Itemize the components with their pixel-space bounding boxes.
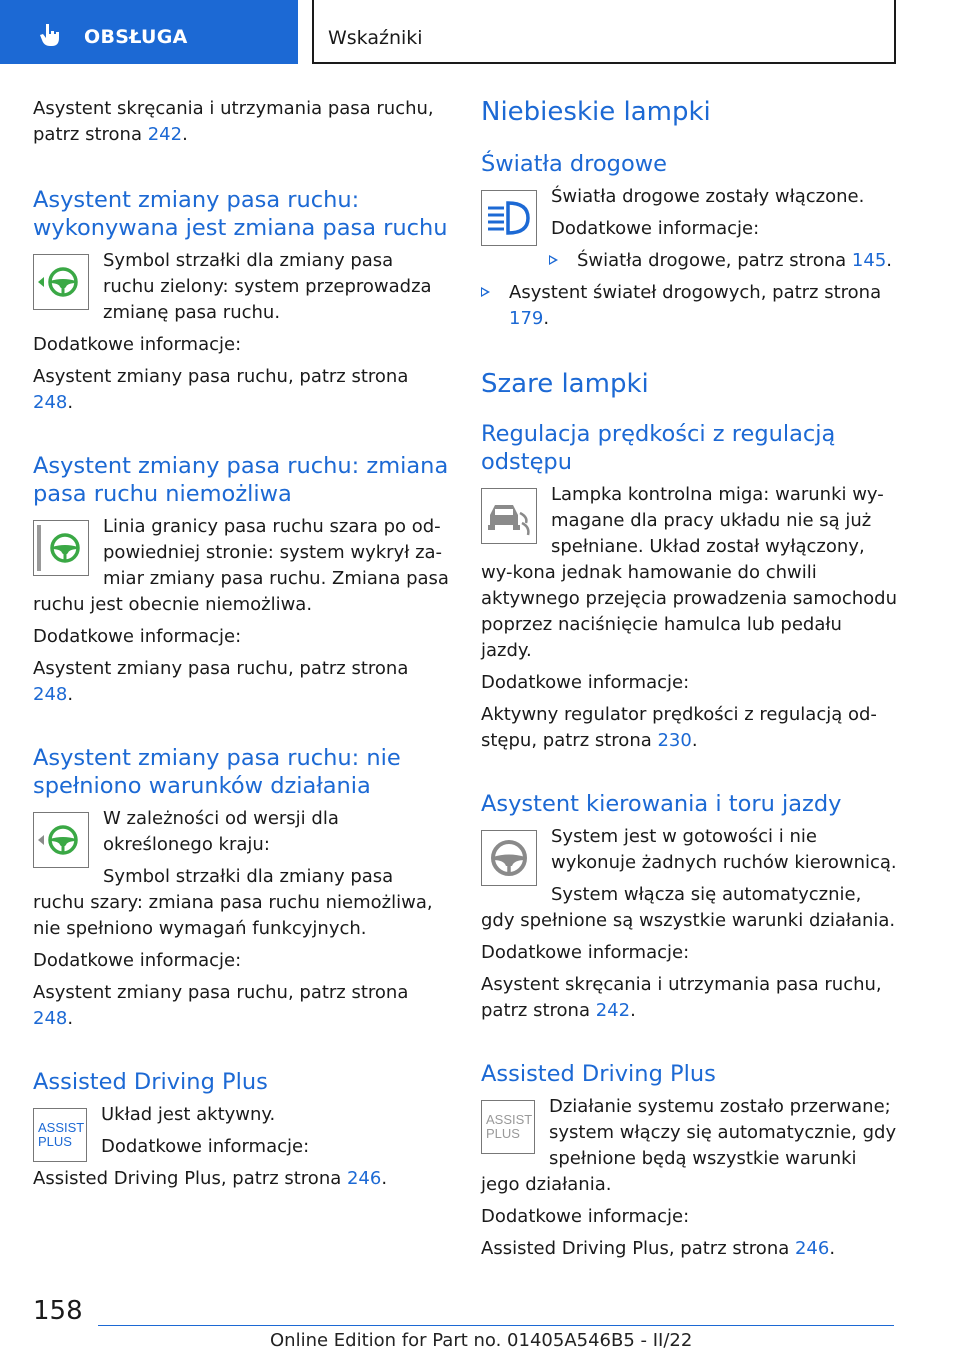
bullet-item: Asystent świateł drogowych, patrz strona 179. [481, 280, 897, 332]
page-link[interactable]: 230 [657, 730, 692, 751]
reference: Asystent zmiany pasa ruchu, patrz strona 248. [33, 366, 409, 413]
section-heading: Assisted Driving Plus [481, 1061, 716, 1087]
intro-paragraph: Asystent skręcania i utrzymania pasa ruchu, patrz strona 242. [33, 98, 434, 145]
reference: Asystent zmiany pasa ruchu, patrz strona 248. [33, 982, 409, 1029]
page-link[interactable]: 248 [33, 684, 68, 705]
page-link[interactable]: 246 [346, 1168, 382, 1189]
more-info-label: Dodatkowe informacje: [33, 626, 242, 647]
reference: Assisted Driving Plus, patrz strona 246. [33, 1168, 388, 1189]
section-tab [0, 0, 298, 64]
reference: Assisted Driving Plus, patrz strona 246. [481, 1238, 836, 1259]
page-link[interactable]: 179 [509, 308, 544, 329]
description: Symbol strzałki dla zmiany pasa ruchu szary: zmiana pasa ruchu niemożliwa, nie spełniono wymagań funkcyjnych. [33, 866, 433, 939]
left-column [33, 96, 449, 1192]
description: Lampka kontrolna miga: warunki wy-magane dla pracy układu nie są już spełniane. Układ został wyłączony, wy-kona jednak hamowanie do chwili aktywnego przejęcia prowadzenia samochodu poprzez naciśnięcie hamulca lub pedału jazdy. [481, 484, 898, 661]
more-info-label: Dodatkowe informacje: [33, 950, 242, 971]
assist-plus-grey-icon: ASSIST PLUS [481, 1100, 535, 1154]
section-heading: Asystent zmiany pasa ruchu: nie spełniono warunków działania [33, 745, 401, 799]
group-heading: Niebieskie lampki [481, 97, 711, 127]
page-link[interactable]: 145 [851, 250, 887, 271]
lane-change-grey-icon [33, 812, 89, 868]
section-heading: Assisted Driving Plus [33, 1069, 268, 1095]
description: Układ jest aktywny. [101, 1104, 276, 1125]
reference: Asystent skręcania i utrzymania pasa ruchu, patrz strona 242. [481, 974, 882, 1021]
section-heading: Światła drogowe [481, 151, 667, 177]
more-info-label: Dodatkowe informacje: [481, 1206, 690, 1227]
description: System jest w gotowości i nie wykonuje żadnych ruchów kierownicą. [551, 826, 897, 873]
description: Linia granicy pasa ruchu szara po od-powiedniej stronie: system wykrył za-miar zmiany pasa ruchu. Zmiana pasa ruchu jest obecnie niemożliwa. [33, 516, 449, 615]
edition-note: Online Edition for Part no. 01405A546B5 - II/22 [270, 1330, 693, 1351]
right-column [481, 96, 897, 1262]
page-link[interactable]: 248 [33, 392, 68, 413]
distance-control-icon [481, 488, 537, 544]
high-beam-icon [481, 190, 537, 246]
bullet-item: Światła drogowe, patrz strona 145. [549, 248, 897, 274]
description: System włącza się automatycznie, gdy spełnione są wszystkie warunki działania. [481, 884, 896, 931]
section-heading: Regulacja prędkości z regulacją odstępu [481, 421, 836, 475]
reference: Aktywny regulator prędkości z regulacją od-stępu, patrz strona 230. [481, 704, 877, 751]
hand-pointer-icon [38, 22, 64, 48]
section-heading: Asystent kierowania i toru jazdy [481, 791, 842, 817]
page-number: 158 [33, 1296, 83, 1326]
lane-change-blocked-icon [33, 520, 89, 576]
chapter-box [312, 0, 896, 64]
assist-plus-icon: ASSIST PLUS [33, 1108, 87, 1162]
more-info-label: Dodatkowe informacje: [33, 334, 242, 355]
more-info-label: Dodatkowe informacje: [481, 942, 690, 963]
section-heading: Asystent zmiany pasa ruchu: zmiana pasa ruchu niemożliwa [33, 453, 449, 507]
page-link[interactable]: 246 [794, 1238, 830, 1259]
page-link[interactable]: 248 [33, 1008, 68, 1029]
more-info-label: Dodatkowe informacje: [551, 218, 760, 239]
page-link[interactable]: 242 [147, 124, 183, 145]
section-title: OBSŁUGA [84, 26, 188, 48]
group-heading: Szare lampki [481, 369, 649, 399]
steering-wheel-grey-icon [481, 830, 537, 886]
section-heading: Asystent zmiany pasa ruchu: wykonywana jest zmiana pasa ruchu [33, 187, 448, 241]
chapter-title: Wskaźniki [328, 27, 423, 49]
more-info-label: Dodatkowe informacje: [101, 1136, 310, 1157]
reference: Asystent zmiany pasa ruchu, patrz strona 248. [33, 658, 409, 705]
footer-divider [98, 1325, 894, 1326]
lane-change-green-icon [33, 254, 89, 310]
description: Działanie systemu zostało przerwane; system włączy się automatycznie, gdy spełnione będą wszystkie warunki jego działania. [481, 1096, 897, 1195]
more-info-label: Dodatkowe informacje: [481, 672, 690, 693]
description: Symbol strzałki dla zmiany pasa ruchu zielony: system przeprowadza zmianę pasa ruchu. [103, 250, 432, 323]
page-link[interactable]: 242 [595, 1000, 631, 1021]
description: W zależności od wersji dla określonego kraju: [103, 808, 339, 855]
description: Światła drogowe zostały włączone. [551, 186, 865, 207]
